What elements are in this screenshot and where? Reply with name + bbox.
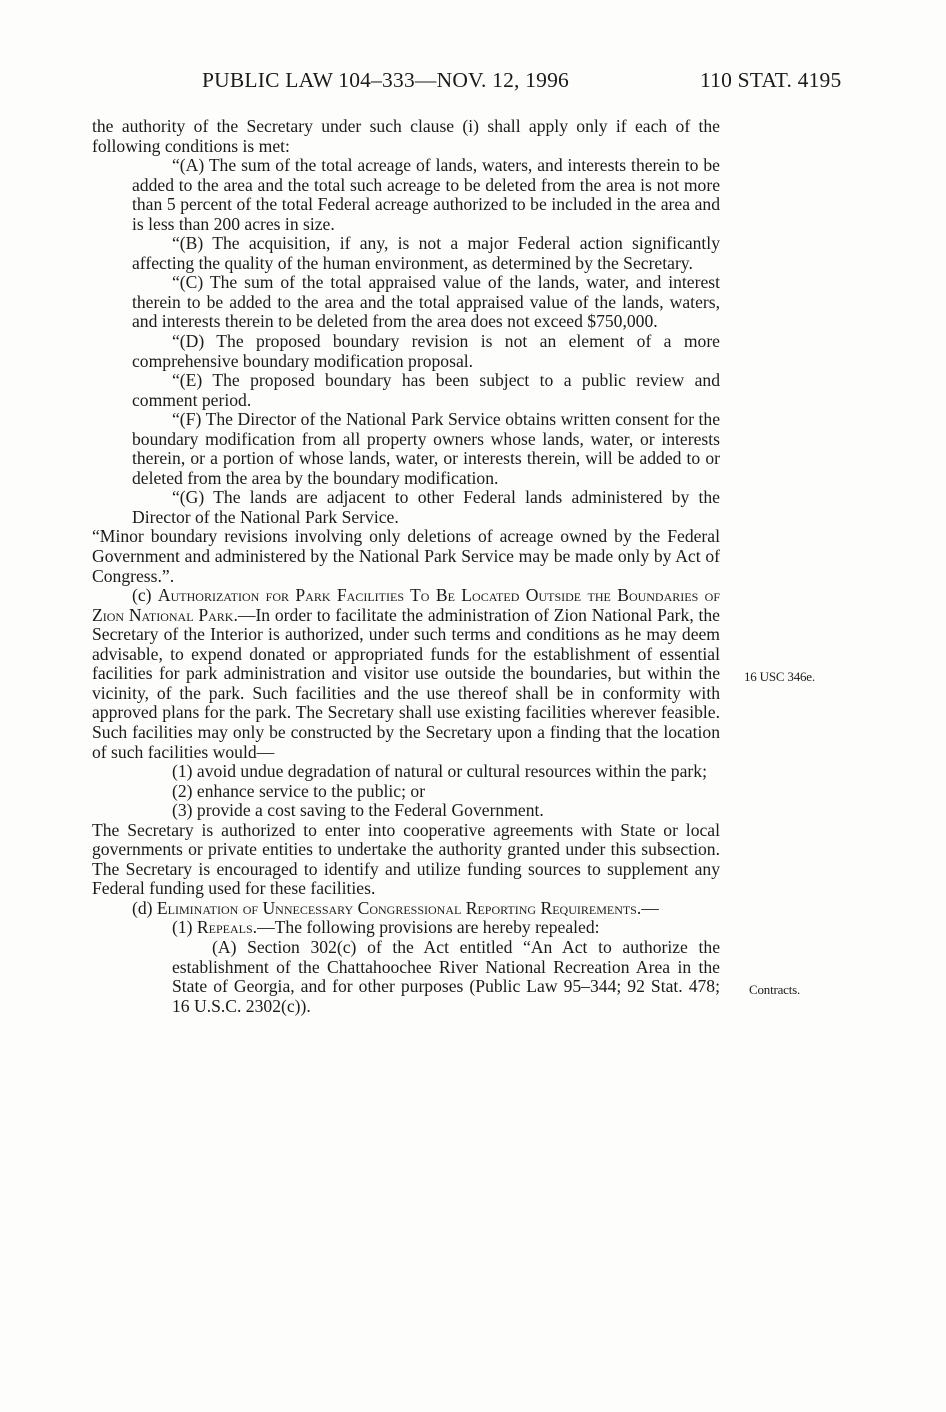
paragraph-1-label: (1)	[172, 917, 197, 938]
paragraph-1-repeals	[92, 918, 720, 938]
subsection-c	[92, 586, 720, 762]
stat-page-number: 110 STAT. 4195	[700, 68, 842, 92]
repeal-a: (A) Section 302(c) of the Act entitled “An Act to authorize the establishment of the Chattahoochee River National Recreation Area in the State of Georgia, and for other purposes (Public Law 95–344; 92 Stat. 478; 16 U.S.C. 2302(c)).	[172, 936, 720, 1016]
paragraph-continuation: the authority of the Secretary under such clause (i) shall apply only if each of the following conditions is met:	[92, 116, 720, 156]
condition-d: “(D) The proposed boundary revision is not an element of a more comprehensive boundary modification proposal.	[132, 331, 720, 371]
subsection-d	[92, 899, 720, 919]
subsection-d-dash: —	[641, 897, 659, 918]
subsection-d-label: (d)	[132, 897, 157, 918]
condition-e: “(E) The proposed boundary has been subject to a public review and comment period.	[132, 370, 720, 410]
minor-boundary-revisions: “Minor boundary revisions involving only deletions of acreage owned by the Federal Government and administered by the National Park Service may be made only by Act of Congress.”.	[92, 526, 720, 586]
condition-f: “(F) The Director of the National Park Service obtains written consent for the boundary modification from all property owners whose lands, water, or interests therein, or a portion of whose lands, water, or interests therein, will be added to or deleted from the area by the boundary modification.	[132, 409, 720, 488]
statute-text	[92, 117, 720, 1016]
condition-a: “(A) The sum of the total acreage of lands, waters, and interests therein to be added to the area and the total such acreage to be deleted from the area is not more than 5 percent of the total Federal acreage authorized to be included in the area and is less than 200 acres in size.	[132, 155, 720, 234]
repeals-text: —The following provisions are hereby repealed:	[257, 917, 600, 938]
running-header	[0, 68, 946, 98]
cooperative-agreements: The Secretary is authorized to enter into cooperative agreements with State or local governments or private entities to undertake the authority granted under this subsection. The Secretary is encouraged to identify and utilize funding sources to supplement any Federal funding used for these facilities.	[92, 819, 720, 899]
subsection-c-text: —In order to facilitate the administration of Zion National Park, the Secretary of the Interior is authorized, under such terms and conditions as he may deem advisable, to expend donated or appropriated funds for the establishment of essential facilities for park administration and visitor use outside the boundaries, but within the vicinity, of the park. Such facilities and the use thereof shall be in conformity with approved plans for the park. The Secretary shall use existing facilities wherever feasible. Such facilities may only be constructed by the Secretary upon a finding that the location of such facilities would—	[92, 604, 720, 762]
subsection-c-heading: Authorization for Park Facilities To Be Located Outside the Boundaries of Zion National Park.	[92, 585, 720, 625]
subsection-c-label: (c)	[132, 585, 158, 606]
clause-1: (1) avoid undue degradation of natural or cultural resources within the park;	[172, 761, 707, 782]
repeals-heading: Repeals.	[196, 917, 258, 938]
condition-b: “(B) The acquisition, if any, is not a major Federal action significantly affecting the quality of the human environment, as determined by the Secretary.	[132, 233, 720, 273]
clause-3: (3) provide a cost saving to the Federal Government.	[172, 800, 544, 821]
sidenote-contracts: Contracts.	[749, 982, 801, 997]
clause-2: (2) enhance service to the public; or	[172, 780, 426, 801]
sidenote-usc-citation: 16 USC 346e.	[744, 669, 815, 684]
condition-g: “(G) The lands are adjacent to other Federal lands administered by the Director of the National Park Service.	[132, 487, 720, 527]
subsection-d-heading: Elimination of Unnecessary Congressional Reporting Requirements.	[156, 897, 642, 918]
condition-c: “(C) The sum of the total appraised value of the lands, water, and interest therein to be added to the area and the total appraised value of the lands, waters, and interests therein to be deleted from the area does not exceed $750,000.	[132, 272, 720, 332]
public-law-heading: PUBLIC LAW 104–333—NOV. 12, 1996	[202, 68, 570, 92]
